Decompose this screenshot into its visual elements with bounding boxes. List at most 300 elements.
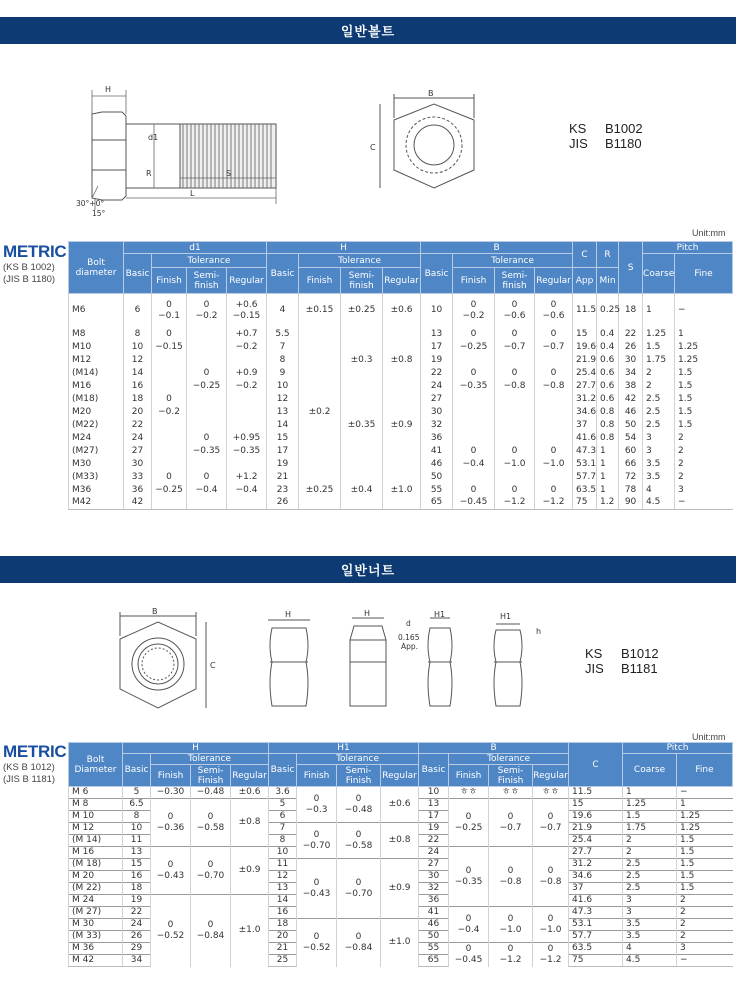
cell-value: 0 −0.48 <box>344 793 373 815</box>
table-cell <box>495 354 535 367</box>
table-cell <box>124 419 152 432</box>
cell-value: 22 <box>624 328 637 339</box>
cell-value: M10 <box>72 341 92 352</box>
cell-value: 0 <box>203 471 210 482</box>
table-cell <box>677 919 733 931</box>
cell-value: 1.5 <box>680 847 695 857</box>
table-cell <box>69 823 123 835</box>
table-cell <box>489 847 533 907</box>
table-cell <box>69 811 123 823</box>
bolt-header-b-tolerance: Tolerance <box>453 254 573 268</box>
cell-value: M8 <box>72 328 86 339</box>
cell-value: (M 14) <box>72 835 102 845</box>
table-row <box>69 419 733 432</box>
table-cell <box>383 393 421 406</box>
table-cell <box>573 354 597 367</box>
table-cell <box>597 393 619 406</box>
cell-value: 8 <box>133 811 140 821</box>
table-cell <box>419 811 449 823</box>
cell-value: 0 <box>511 328 518 339</box>
cell-value: 18 <box>131 393 144 404</box>
table-cell <box>69 895 123 907</box>
cell-value: 24 <box>131 432 144 443</box>
table-cell <box>299 354 341 367</box>
cell-value: M24 <box>72 432 92 443</box>
table-cell <box>453 484 495 497</box>
table-row <box>69 497 733 510</box>
cell-value: 2.5 <box>626 883 641 893</box>
nut-hex-top-view-drawing <box>100 604 230 724</box>
table-cell <box>341 367 383 380</box>
table-cell <box>299 393 341 406</box>
cell-value: 0 −0.70 <box>302 829 331 851</box>
table-cell <box>299 367 341 380</box>
table-cell <box>677 955 733 967</box>
cell-value: −0.25 <box>155 484 183 495</box>
table-cell <box>419 907 449 919</box>
cell-value: 22 <box>427 835 440 845</box>
cell-value: 34 <box>130 955 143 965</box>
cell-value: 0 −0.2 <box>462 299 485 321</box>
cell-value: 27.7 <box>572 847 593 857</box>
table-cell <box>124 354 152 367</box>
table-cell <box>619 341 643 354</box>
table-cell <box>419 883 449 895</box>
cell-value: M42 <box>72 497 92 508</box>
table-cell <box>623 799 677 811</box>
bolt-drawing-label-c: C <box>370 143 376 152</box>
table-cell <box>421 367 453 380</box>
table-cell <box>421 484 453 497</box>
cell-value: 41.6 <box>576 432 597 443</box>
cell-value: 1.5 <box>678 393 693 404</box>
table-cell <box>267 484 299 497</box>
table-cell <box>69 367 124 380</box>
table-cell <box>341 380 383 393</box>
cell-value: ±1.0 <box>388 937 411 948</box>
cell-value: 16 <box>276 907 289 917</box>
cell-value: 8 <box>134 328 141 339</box>
cell-value: +0.7 <box>235 328 258 339</box>
table-cell <box>231 847 269 895</box>
cell-value: 90 <box>624 497 637 508</box>
bolt-header-b-basic: Basic <box>421 254 453 294</box>
table-cell <box>619 458 643 471</box>
cell-value: − <box>680 955 688 965</box>
nut-header-h-semi: Semi-Finish <box>191 765 231 787</box>
cell-value: 0 <box>550 328 557 339</box>
table-cell <box>227 484 267 497</box>
table-cell <box>619 484 643 497</box>
table-cell <box>569 835 623 847</box>
nut-side-views-drawing <box>258 606 548 720</box>
cell-value: 41 <box>427 907 440 917</box>
table-cell <box>623 823 677 835</box>
table-cell <box>535 432 573 445</box>
cell-value: 0.6 <box>600 367 615 378</box>
cell-value: 0 <box>470 328 477 339</box>
cell-value: −0.25 <box>192 380 221 391</box>
table-cell <box>383 458 421 471</box>
cell-value: 0 −0.52 <box>302 931 331 953</box>
cell-value: 0 −0.25 <box>454 811 483 833</box>
cell-value: ㅎㅎ <box>459 787 478 797</box>
cell-value: 0 −0.8 <box>539 865 562 887</box>
table-cell <box>69 883 123 895</box>
table-cell <box>533 799 569 847</box>
table-cell <box>495 294 535 328</box>
cell-value: 0 −0.70 <box>196 859 225 881</box>
table-cell <box>535 445 573 458</box>
table-cell <box>69 406 124 419</box>
cell-value: (M22) <box>72 419 99 430</box>
nut-header-h1-basic: Basic <box>269 754 297 787</box>
table-cell <box>267 354 299 367</box>
cell-value: 0.8 <box>600 406 615 417</box>
table-cell <box>152 341 187 354</box>
nut-drawing-label-angle: 0.165 <box>398 633 420 642</box>
cell-value: ㅎㅎ <box>541 787 560 797</box>
cell-value: 0 <box>511 484 518 495</box>
cell-value: 16 <box>131 380 144 391</box>
cell-value: −0.2 <box>235 380 258 391</box>
cell-value: 12 <box>276 871 289 881</box>
cell-value: 30 <box>624 354 637 365</box>
nut-header-b-semi: Semi-Finish <box>489 765 533 787</box>
cell-value: 0 −0.84 <box>344 931 373 953</box>
cell-value: 37 <box>576 419 588 430</box>
cell-value: 0 −0.8 <box>499 865 522 887</box>
bolt-standard-org: KS <box>569 121 587 136</box>
table-cell <box>453 432 495 445</box>
table-cell <box>299 432 341 445</box>
table-cell <box>573 367 597 380</box>
table-cell <box>383 471 421 484</box>
table-cell <box>419 787 449 799</box>
cell-value: 47.3 <box>572 907 593 917</box>
table-cell <box>619 419 643 432</box>
cell-value: 11.5 <box>576 305 597 316</box>
cell-value: ±0.35 <box>347 419 376 430</box>
cell-value: 12 <box>276 393 289 404</box>
cell-value: 0.4 <box>600 328 615 339</box>
table-cell <box>677 859 733 871</box>
table-cell <box>152 458 187 471</box>
cell-value: 34 <box>624 367 637 378</box>
cell-value: 17 <box>427 811 440 821</box>
cell-value: 21.9 <box>576 354 597 365</box>
table-cell <box>123 883 151 895</box>
cell-value: M16 <box>72 380 92 391</box>
table-cell <box>187 497 227 510</box>
table-cell <box>533 907 569 943</box>
table-cell <box>489 799 533 847</box>
table-cell <box>597 419 619 432</box>
table-cell <box>69 871 123 883</box>
cell-value: 10 <box>427 787 440 797</box>
nut-drawing-label-h1: H1 <box>434 610 446 619</box>
cell-value: 0 −0.58 <box>196 811 225 833</box>
cell-value: M12 <box>72 354 92 365</box>
table-cell <box>573 445 597 458</box>
table-cell <box>597 458 619 471</box>
table-cell <box>69 419 124 432</box>
cell-value: 0 −0.6 <box>542 299 565 321</box>
cell-value: 5 <box>133 787 140 797</box>
nut-header-h1-finish: Finish <box>297 765 337 787</box>
table-cell <box>675 393 733 406</box>
nut-drawing-label-d: d <box>406 619 411 628</box>
table-cell <box>227 328 267 341</box>
table-cell <box>123 787 151 799</box>
cell-value: 30 <box>427 871 440 881</box>
table-cell <box>269 919 297 931</box>
table-cell <box>383 367 421 380</box>
table-cell <box>421 341 453 354</box>
bolt-standard-code: B1180 <box>605 136 642 151</box>
table-cell <box>69 341 124 354</box>
table-cell <box>187 471 227 484</box>
table-cell <box>383 445 421 458</box>
table-cell <box>569 859 623 871</box>
cell-value: 0 −0.52 <box>156 919 185 941</box>
table-cell <box>299 406 341 419</box>
table-cell <box>643 393 675 406</box>
bolt-header-d1-regular: Regular <box>227 268 267 294</box>
cell-value: 1.25 <box>646 328 667 339</box>
table-cell <box>597 354 619 367</box>
table-cell <box>269 823 297 835</box>
cell-value: 0 −0.35 <box>454 865 483 887</box>
cell-value: 55 <box>427 943 440 953</box>
table-cell <box>187 458 227 471</box>
table-row <box>69 294 733 328</box>
cell-value: 60 <box>624 445 637 456</box>
table-cell <box>383 484 421 497</box>
cell-value: 0 <box>203 367 210 378</box>
cell-value: 2.5 <box>646 393 661 404</box>
cell-value: M 20 <box>72 871 95 881</box>
bolt-drawing-label-l: L <box>190 189 195 198</box>
table-cell <box>573 393 597 406</box>
table-cell <box>421 445 453 458</box>
bolt-header-d1-semi: Semi-finish <box>187 268 227 294</box>
bolt-header-r-min: Min <box>597 268 619 294</box>
table-cell <box>643 380 675 393</box>
cell-value: 63.5 <box>576 484 597 495</box>
cell-value: −0.35 <box>232 445 261 456</box>
table-cell <box>227 367 267 380</box>
cell-value: 14 <box>131 367 144 378</box>
cell-value: 24 <box>430 380 443 391</box>
table-cell <box>419 931 449 943</box>
nut-header-c: C <box>569 743 623 787</box>
cell-value: 0 −0.58 <box>344 829 373 851</box>
cell-value: −0.7 <box>503 341 526 352</box>
table-cell <box>573 380 597 393</box>
bolt-standards <box>569 121 643 151</box>
cell-value: ±0.4 <box>350 484 373 495</box>
table-cell <box>495 432 535 445</box>
table-cell <box>297 787 337 823</box>
bolt-side-view-drawing <box>70 70 290 220</box>
table-cell <box>619 445 643 458</box>
nut-header-h-tolerance: Tolerance <box>151 754 269 765</box>
cell-value: 30 <box>131 458 144 469</box>
cell-value: 4 <box>626 943 632 953</box>
table-cell <box>187 328 227 341</box>
nut-standard-org: KS <box>585 646 603 661</box>
cell-value: 63.5 <box>572 943 593 953</box>
cell-value: 2.5 <box>646 406 661 417</box>
table-cell <box>623 883 677 895</box>
table-cell <box>381 859 419 919</box>
table-cell <box>69 931 123 943</box>
bolt-metric-title: METRIC <box>3 242 67 261</box>
table-cell <box>269 895 297 907</box>
cell-value: 0 −1.0 <box>499 913 522 935</box>
cell-value: 6.5 <box>129 799 144 809</box>
table-cell <box>619 328 643 341</box>
nut-header-h1-semi: Semi-Finish <box>337 765 381 787</box>
table-cell <box>573 497 597 510</box>
cell-value: 46 <box>427 919 440 929</box>
table-cell <box>123 859 151 871</box>
cell-value: 2 <box>626 847 632 857</box>
cell-value: 1.25 <box>678 341 699 352</box>
table-cell <box>124 471 152 484</box>
table-row <box>69 787 733 799</box>
table-cell <box>619 497 643 510</box>
table-cell <box>675 484 733 497</box>
cell-value: −0.35 <box>459 380 488 391</box>
table-cell <box>269 847 297 859</box>
table-cell <box>495 458 535 471</box>
table-cell <box>383 341 421 354</box>
cell-value: 33 <box>131 471 144 482</box>
table-cell <box>569 823 623 835</box>
nut-metric-label <box>3 742 66 786</box>
bolt-header-s: S <box>619 242 643 294</box>
cell-value: ㅎㅎ <box>501 787 520 797</box>
table-cell <box>69 787 123 799</box>
table-cell <box>269 943 297 955</box>
bolt-drawing-label-angle1: 30°+0° <box>76 199 105 208</box>
cell-value: 1.5 <box>680 871 695 881</box>
table-cell <box>69 294 124 328</box>
table-cell <box>152 484 187 497</box>
table-cell <box>419 955 449 967</box>
cell-value: 4.5 <box>646 497 661 508</box>
cell-value: 18 <box>130 883 143 893</box>
bolt-header-h-regular: Regular <box>383 268 421 294</box>
table-cell <box>495 393 535 406</box>
cell-value: 15 <box>572 799 584 809</box>
cell-value: 34.6 <box>576 406 597 417</box>
cell-value: 18 <box>276 919 289 929</box>
table-cell <box>449 943 489 967</box>
table-cell <box>299 380 341 393</box>
table-row <box>69 445 733 458</box>
cell-value: M 6 <box>72 787 89 797</box>
cell-value: 57.7 <box>576 471 597 482</box>
cell-value: 20 <box>276 931 289 941</box>
cell-value: 0 <box>470 445 477 456</box>
cell-value: (M27) <box>72 445 99 456</box>
table-cell <box>677 799 733 811</box>
cell-value: 0 <box>166 393 172 404</box>
cell-value: 1.5 <box>646 341 661 352</box>
table-cell <box>69 919 123 931</box>
table-cell <box>383 380 421 393</box>
table-cell <box>453 419 495 432</box>
table-cell <box>152 380 187 393</box>
table-cell <box>69 497 124 510</box>
table-cell <box>533 847 569 907</box>
cell-value: 17 <box>430 341 443 352</box>
cell-value: 0 <box>511 367 518 378</box>
table-cell <box>419 847 449 859</box>
cell-value: 11 <box>130 835 143 845</box>
cell-value: 13 <box>276 406 289 417</box>
table-cell <box>191 799 231 847</box>
table-cell <box>227 406 267 419</box>
table-cell <box>619 367 643 380</box>
nut-metric-sub1: (KS B 1012) <box>3 762 55 773</box>
cell-value: 0 −1.0 <box>539 913 562 935</box>
table-cell <box>269 787 297 799</box>
table-cell <box>124 458 152 471</box>
table-cell <box>124 497 152 510</box>
cell-value: 2 <box>678 432 684 443</box>
table-cell <box>453 367 495 380</box>
table-cell <box>341 471 383 484</box>
cell-value: −1.0 <box>503 458 526 469</box>
cell-value: 15 <box>276 432 289 443</box>
nut-metric-sub2: (JIS B 1181) <box>3 774 56 785</box>
table-cell <box>191 847 231 895</box>
table-cell <box>267 406 299 419</box>
table-cell <box>675 471 733 484</box>
table-cell <box>421 294 453 328</box>
bolt-drawing-label-s: S <box>226 169 232 178</box>
table-cell <box>152 393 187 406</box>
table-cell <box>299 328 341 341</box>
cell-value: 75 <box>572 955 584 965</box>
table-cell <box>535 419 573 432</box>
table-cell <box>69 393 124 406</box>
cell-value: M 36 <box>72 943 95 953</box>
table-row <box>69 341 733 354</box>
cell-value: 0.6 <box>600 380 615 391</box>
table-cell <box>124 328 152 341</box>
cell-value: ±1.0 <box>238 925 261 936</box>
cell-value: 0 −0.4 <box>457 913 480 935</box>
cell-value: 6 <box>279 811 286 821</box>
table-cell <box>643 497 675 510</box>
cell-value: 19 <box>130 895 143 905</box>
table-cell <box>597 294 619 328</box>
table-cell <box>151 895 191 967</box>
table-cell <box>573 406 597 419</box>
nut-header-h1: H1 <box>269 743 419 754</box>
bolt-metric-label <box>3 242 66 286</box>
nut-header-h1-tolerance: Tolerance <box>297 754 419 765</box>
table-cell <box>152 406 187 419</box>
cell-value: 4.5 <box>626 955 641 965</box>
cell-value: 21 <box>276 943 289 953</box>
table-cell <box>619 380 643 393</box>
